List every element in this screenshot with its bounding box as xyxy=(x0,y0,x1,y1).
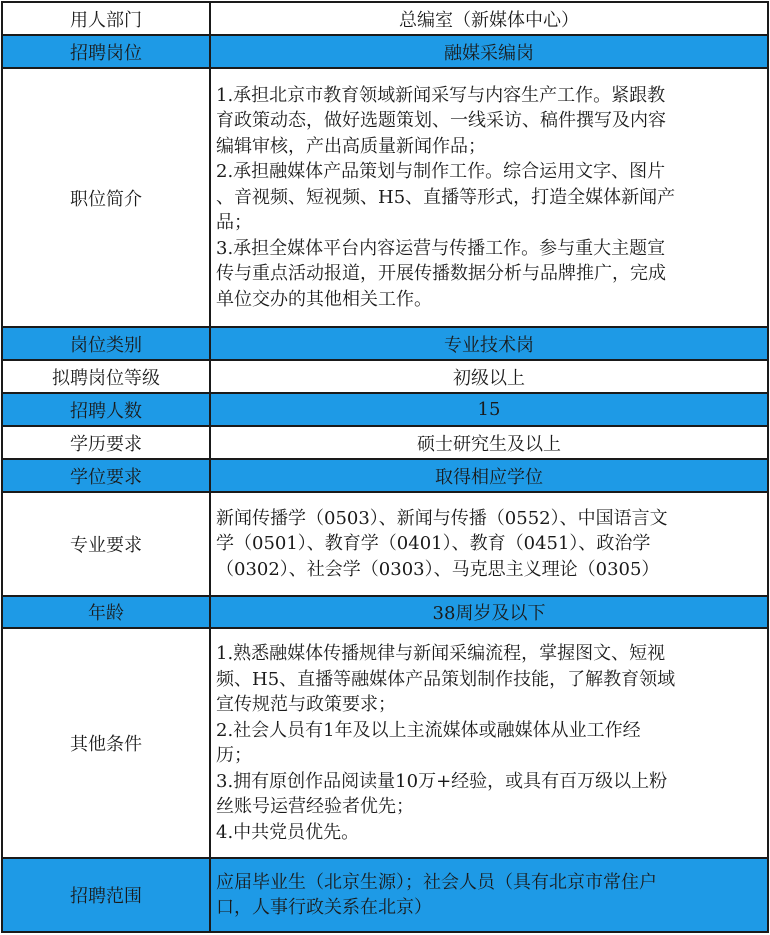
text-line: 新闻传播学（0503）、新闻与传播（0552）、中国语言文 xyxy=(216,507,668,529)
row-position xyxy=(2,35,768,68)
value-education: 硕士研究生及以上 xyxy=(210,426,768,459)
row-description xyxy=(2,68,768,327)
row-category xyxy=(2,327,768,360)
label-degree: 学位要求 xyxy=(2,459,210,492)
label-department: 用人部门 xyxy=(2,2,210,35)
label-headcount: 招聘人数 xyxy=(2,393,210,426)
row-other xyxy=(2,628,768,858)
value-other xyxy=(210,628,768,858)
row-degree xyxy=(2,459,768,492)
text-line: 编辑审核，产出高质量新闻作品； xyxy=(216,135,486,157)
text-line: 1.承担北京市教育领域新闻采写与内容生产工作。紧跟教 xyxy=(216,84,666,106)
text-line: （0302）、社会学（0303）、马克思主义理论（0305） xyxy=(216,558,660,580)
text-line: 育政策动态，做好选题策划、一线采访、稿件撰写及内容 xyxy=(216,110,666,132)
text-line: 丝账号运营经验者优先； xyxy=(216,796,414,817)
value-headcount: 15 xyxy=(210,393,768,426)
text-line: 单位交办的其他相关工作。 xyxy=(216,288,432,310)
value-degree: 取得相应学位 xyxy=(210,459,768,492)
text-line: 口，人事行政关系在北京） xyxy=(216,897,432,918)
label-category: 岗位类别 xyxy=(2,327,210,360)
label-education: 学历要求 xyxy=(2,426,210,459)
label-description: 职位简介 xyxy=(2,68,210,327)
label-other: 其他条件 xyxy=(2,628,210,858)
text-line: 、音视频、短视频、H5、直播等形式，打造全媒体新闻产 xyxy=(216,186,676,208)
value-scope xyxy=(210,858,768,932)
label-major: 专业要求 xyxy=(2,492,210,596)
row-level xyxy=(2,360,768,393)
row-education xyxy=(2,426,768,459)
row-age xyxy=(2,596,768,628)
text-line: 2.社会人员有1年及以上主流媒体或融媒体从业工作经 xyxy=(216,719,641,741)
text-line: 学（0501）、教育学（0401）、教育（0451）、政治学 xyxy=(216,533,651,555)
label-position: 招聘岗位 xyxy=(2,35,210,68)
text-line: 应届毕业生（北京生源）；社会人员（具有北京市常住户 xyxy=(216,871,657,893)
row-headcount xyxy=(2,393,768,426)
text-line: 品； xyxy=(216,212,252,234)
value-major xyxy=(210,492,768,596)
text-line: 4.中共党员优先。 xyxy=(216,821,360,843)
row-major xyxy=(2,492,768,596)
text-line: 历； xyxy=(216,745,252,766)
value-position: 融媒采编岗 xyxy=(210,35,768,68)
text-line: 2.承担融媒体产品策划与制作工作。综合运用文字、图片 xyxy=(216,161,666,183)
label-level: 拟聘岗位等级 xyxy=(2,360,210,393)
text-line: 3.拥有原创作品阅读量10万+经验，或具有百万级以上粉 xyxy=(216,770,668,792)
value-description xyxy=(210,68,768,327)
value-department: 总编室（新媒体中心） xyxy=(210,2,768,35)
recruitment-table xyxy=(1,1,769,933)
value-category: 专业技术岗 xyxy=(210,327,768,360)
value-level: 初级以上 xyxy=(210,360,768,393)
label-age: 年龄 xyxy=(2,596,210,628)
text-line: 宣传规范与政策要求； xyxy=(216,694,396,715)
text-line: 1.熟悉融媒体传播规律与新闻采编流程，掌握图文、短视 xyxy=(216,643,666,664)
text-line: 传与重点活动报道，开展传播数据分析与品牌推广，完成 xyxy=(216,263,666,285)
row-department xyxy=(2,2,768,35)
text-line: 频、H5、直播等融媒体产品策划制作技能，了解教育领域 xyxy=(216,668,676,690)
text-line: 3.承担全媒体平台内容运营与传播工作。参与重大主题宣 xyxy=(216,237,666,259)
row-scope xyxy=(2,858,768,932)
value-age: 38周岁及以下 xyxy=(210,596,768,628)
label-scope: 招聘范围 xyxy=(2,858,210,932)
